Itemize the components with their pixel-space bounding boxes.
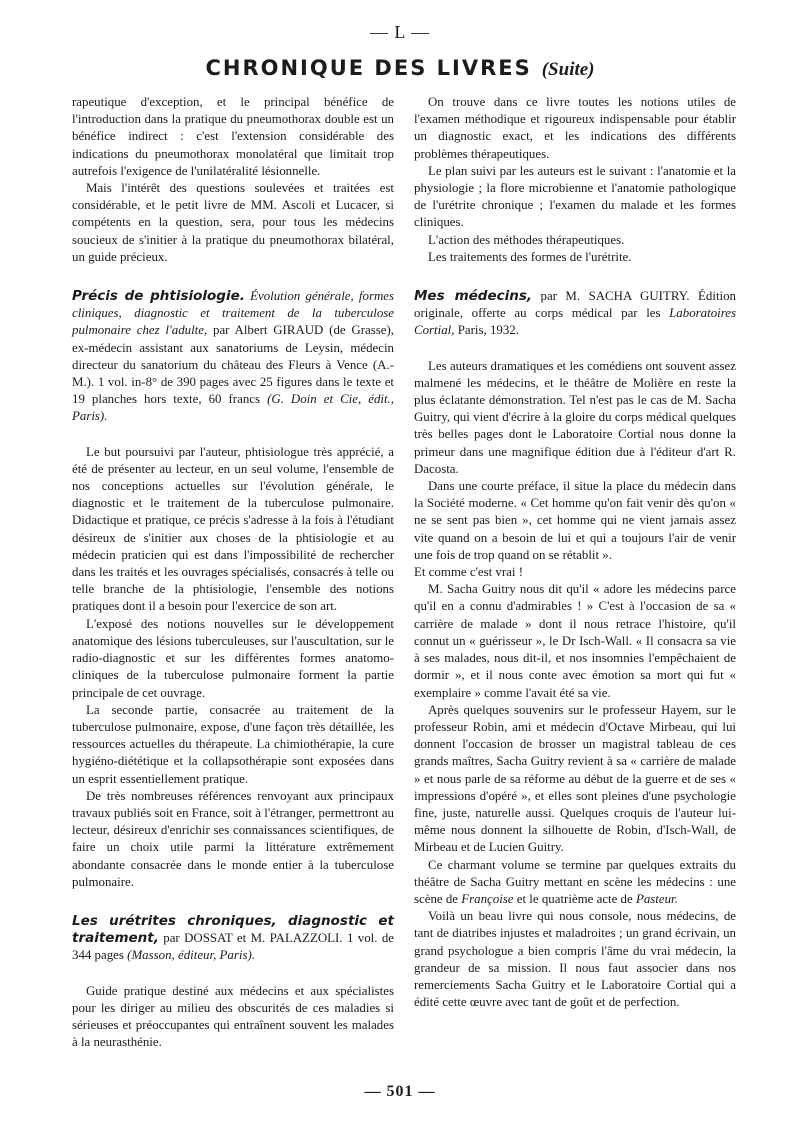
- entry-details: par DOSSAT et M. PALAZZOLI. 1 vol. de 344 pages: [72, 931, 394, 963]
- entry-publisher: (Masson, éditeur, Paris).: [127, 948, 255, 963]
- entry-title: Les urétrites chroniques, diagnostic et traitement,: [72, 912, 394, 947]
- entry-publisher: (G. Doin et Cie, édit., Paris).: [72, 392, 394, 424]
- text-run: et le quatrième acte de: [516, 891, 633, 906]
- entry-title: Mes médecins,: [414, 288, 533, 305]
- right-column: [414, 94, 736, 1011]
- paragraph: rapeutique d'exception, et le principal bénéfice de l'introduction dans la pratique du pneumothorax double est un bénéfice indirect : c'est l'extension considérable des indications du pneumothorax monolatéral que limitait trop autrefois l'exigence de l'unilatéralité lésionnelle.: [72, 95, 394, 178]
- paragraph: [414, 857, 736, 909]
- title-francoise: Françoise: [461, 891, 514, 906]
- left-column: [72, 94, 394, 1051]
- entry-subtitle: Évolution générale, formes cliniques, diagnostic et traitement de la tuberculose pulmonaire chez l'adulte,: [72, 289, 395, 338]
- page-number: — 501 —: [364, 1083, 436, 1100]
- paragraph: Et comme c'est vrai !: [414, 565, 523, 580]
- paragraph: Le but poursuivi par l'auteur, phtisiologue très apprécié, a été de présenter au lecteur, en un seul volume, l'ensemble de nos conceptions actuelles sur l'évolution générale, le diagnostic et le traitement de la tuberculose pulmonaire. Didactique et pratique, ce précis s'adresse à la fois à l'étudiant désireux de s'initier aux choses de la phtisiologie et au médecin praticien qui est dans l'impossibilité de rechercher dans les traités et les ouvrages spécialisés, consacrés à telle ou telle branche de la phtisiologie, l'ensemble des notions pratiques dont il a besoin pour l'exercice de son art.: [72, 444, 394, 614]
- paragraph: Les auteurs dramatiques et les comédiens ont souvent assez malmené les médecins, et le théâtre de Molière en reste la plus éclatante démonstration. Tel n'est pas le cas de M. Sacha Guitry, qui vient d'écrire à la gloire du corps médical quelques très belles pages dont le Laboratoire Cortial nous donne la primeur dans une magnifique édition due à l'éditeur d'art R. Dacosta.: [414, 358, 736, 476]
- paragraph: M. Sacha Guitry nous dit qu'il « adore les médecins parce qu'il en a connu d'admirables ! » C'est à l'occasion de sa « carrière de malade » dont il nous retrace l'histoire, qu'il connut un « guérisseur », le Dr Isch-Wall. « Il consacra sa vie à ses malades, nous dit-il, et nos insomnies l'empêchaient de dormir », et il nous conte avec émotion sa mort qui fut « exemplaire » comme l'avait été sa vie.: [414, 582, 736, 700]
- title-suffix: (Suite): [541, 59, 595, 80]
- entry-details: par Albert GIRAUD (de Grasse), ex-médecin assistant aux sanatoriums de Leysin, médecin directeur du sanatorium du château des Fleurs à Vence (A.-M.). 1 vol. in-8° de 390 pages avec 25 figures dans le texte et 19 planches hors texte, 60 francs: [72, 323, 394, 407]
- title-text: CHRONIQUE DES LIVRES: [205, 56, 532, 80]
- entry-title: Précis de phtisiologie.: [72, 288, 245, 305]
- paragraph: Voilà un beau livre qui nous console, nous médecins, de tant de diatribes injustes et maladroites ; un grand écrivain, un grand psychologue a bien compris l'âme du vrai médecin, la grandeur de sa mission. Il nous faut associer dans nos remerciements Sacha Guitry et le Laboratoire Cortial qui a édité cette œuvre avec tant de goût et de perfection.: [414, 909, 736, 1010]
- page-title: [0, 56, 800, 81]
- book-entry-phtisiologie: [72, 288, 394, 426]
- paragraph: On trouve dans ce livre toutes les notions utiles de l'examen méthodique et rigoureux indispensable pour établir un diagnostic exact, et les indications des différents problèmes thérapeutiques.: [414, 95, 736, 161]
- paragraph: De très nombreuses références renvoyant aux principaux travaux publiés soit en France, soit à l'étranger, permettront au lecteur, désireux d'enrichir ses connaissances scientifiques, de faire un choix utile parmi la littérature extrêmement abondante consacrée dans le monde entier à la tuberculose pulmonaire.: [72, 788, 394, 889]
- paragraph: L'action des méthodes thérapeutiques.: [428, 232, 625, 247]
- paragraph: Guide pratique destiné aux médecins et aux spécialistes pour les diriger au milieu des obscurités de ces maladies si sérieuses et préoccupantes qui entraînent souvent les malades à la neurasthénie.: [72, 983, 394, 1050]
- paragraph: L'exposé des notions nouvelles sur le développement anatomique des lésions tuberculeuses, sur l'auscultation, sur le radio-diagnostic et sur les différentes formes anatomo-cliniques de la tuberculose pulmonaire forment la partie principale de cet ouvrage.: [72, 616, 394, 700]
- paragraph: Après quelques souvenirs sur le professeur Hayem, sur le professeur Robin, ami et médecin d'Octave Mirbeau, qui lui donnent l'occasion de brosser un magistral tableau de ces grands maîtres, Sacha Guitry revient à sa « carrière de malade » et nous parle de sa réforme au début de la guerre et de ses « impressions d'opéré », et elles sont pleines d'une psychologie fine, juste, naturelle aussi. Quelques croquis de l'auteur lui-même nous donnent la silhouette de Robin, d'Isch-Wall, de Mirbeau et de Lucien Guitry.: [414, 702, 736, 855]
- entry-publisher: Laboratoires Cortial,: [414, 306, 736, 338]
- book-entry-uretrites: [72, 913, 394, 965]
- book-entry-mes-medecins: [414, 288, 736, 340]
- paragraph: Les traitements des formes de l'urétrite.: [428, 249, 632, 264]
- paragraph: La seconde partie, consacrée au traitement de la tuberculose pulmonaire, expose, d'une façon très détaillée, les ressources actuelles du thérapeute. La chimiothérapie, la cure hygiéno-diététique et la collapsothérapie sont exposées dans un esprit essentiellement pratique.: [72, 702, 394, 786]
- entry-details: par M. SACHA GUITRY. Édition originale, offerte au corps médical par les: [414, 289, 736, 321]
- entry-place-date: Paris, 1932.: [457, 323, 519, 338]
- page-mark: — L —: [369, 22, 431, 42]
- paragraph: Dans une courte préface, il situe la place du médecin dans la Société moderne. « Cet homme qu'on fait venir dès qu'on « ne se sent pas bien », cet homme qui ne vient jamais assez vite quand on a besoin de lui et qui a toujours l'air de venir une fois de trop quand on se rétablit ».: [414, 479, 736, 562]
- paragraph: Le plan suivi par les auteurs est le suivant : l'anatomie et la physiologie ; la flore microbienne et l'anatomie pathologique de l'urétrite chronique ; l'examen du malade et les formes cliniques.: [414, 163, 736, 230]
- title-pasteur: Pasteur.: [635, 891, 678, 906]
- text-run: Ce charmant volume se termine par quelques extraits du théâtre de Sacha Guitry mettant en scène les médecins : une scène de: [414, 857, 736, 906]
- paragraph: Mais l'intérêt des questions soulevées et traitées est considérable, et le petit livre de MM. Ascoli et Lucacer, si compétents en la question, sera, pour tous les médecins soucieux de s'initier à la pratique du pneumothorax bilatéral, un guide précieux.: [72, 181, 394, 264]
